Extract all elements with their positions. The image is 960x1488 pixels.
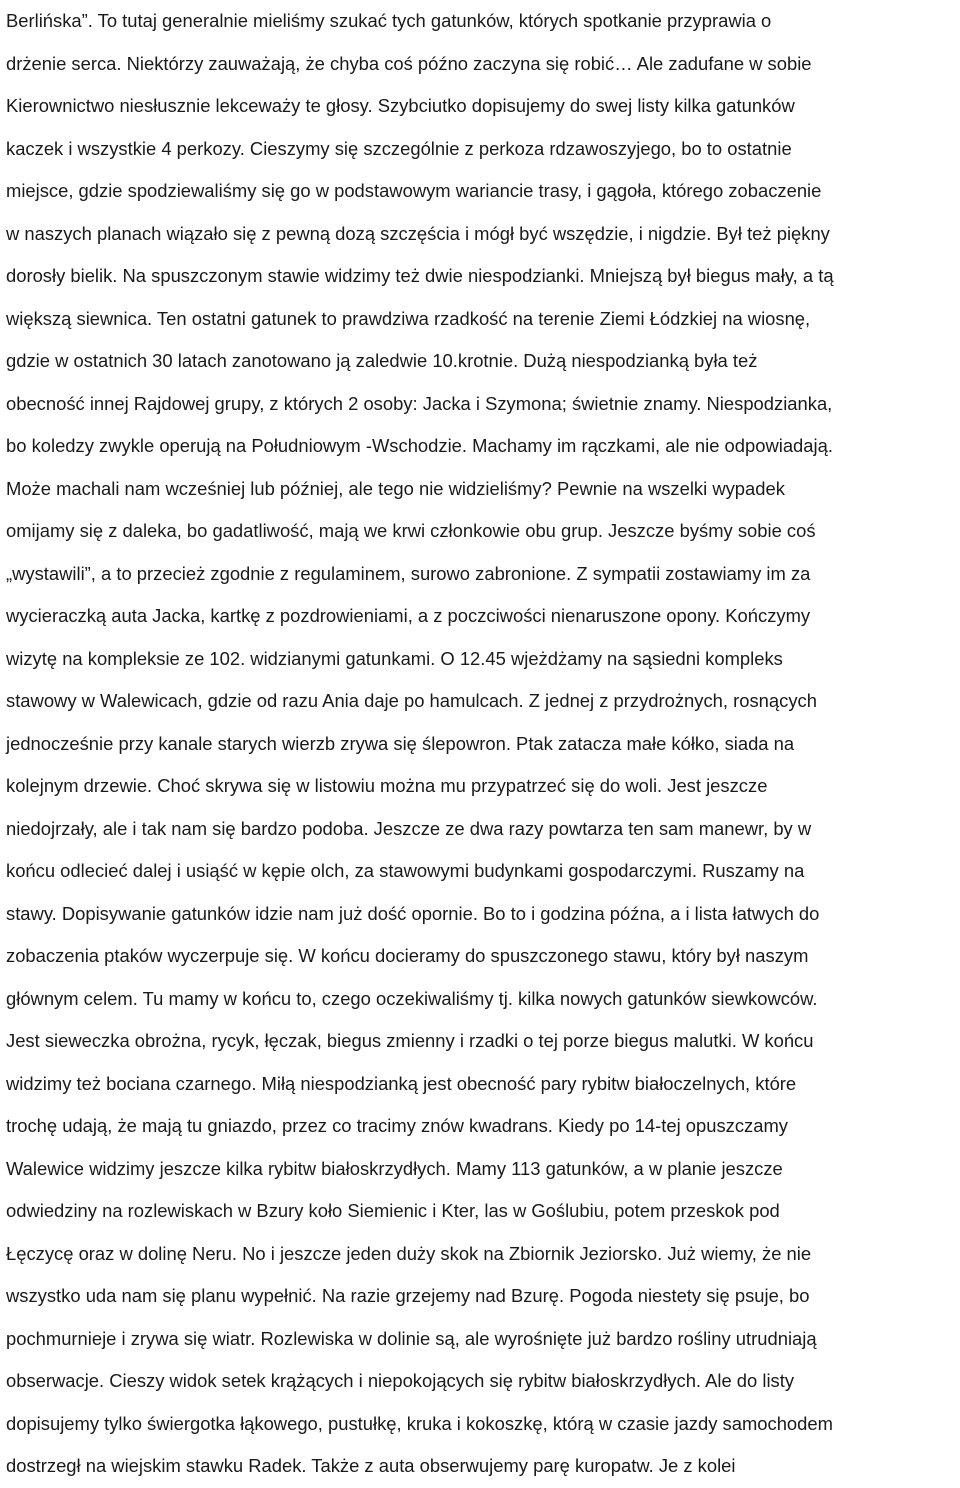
text-line: pochmurnieje i zrywa się wiatr. Rozlewiska w dolinie są, ale wyrośnięte już bardzo rośliny utrudniają [6,1327,817,1349]
text-line: Berlińska”. To tutaj generalnie mieliśmy szukać tych gatunków, których spotkanie przyprawia o [6,10,772,31]
text-line: gdzie w ostatnich 30 latach zanotowano ją zaledwie 10.krotnie. Dużą niespodzianką była też [6,350,758,371]
text-line: odwiedziny na rozlewiskach w Bzury koło Siemienic i Kter, las w Goślubiu, potem przeskok pod [6,1200,780,1221]
text-line: Kierownictwo niesłusznie lekceważy te głosy. Szybciutko dopisujemy do swej listy kilka gatunków [6,95,795,116]
text-line: głównym celem. Tu mamy w końcu to, czego oczekiwaliśmy tj. kilka nowych gatunków siewkowców. [6,987,818,1009]
text-line: „wystawili”, a to przecież zgodnie z regulaminem, surowo zabronione. Z sympatii zostawiamy im za [6,562,811,584]
text-line: obecność innej Rajdowej grupy, z których 2 osoby: Jacka i Szymona; świetnie znamy. Niespodzianka, [6,392,833,414]
text-line: w naszych planach wiązało się z pewną dozą szczęścia i mógł być wszędzie, i nigdzie. Był też piękny [6,222,830,244]
text-line: wszystko uda nam się planu wypełnić. Na razie grzejemy nad Bzurę. Pogoda niestety się psuje, bo [6,1285,810,1306]
text-line: omijamy się z daleka, bo gadatliwość, mają we krwi członkowie obu grup. Jeszcze byśmy sobie coś [6,520,816,541]
text-line: wycieraczką auta Jacka, kartkę z pozdrowieniami, a z poczciwości nienaruszone opony. Kończymy [6,605,811,626]
document-page [6,0,954,1488]
text-line: miejsce, gdzie spodziewaliśmy się go w podstawowym wariancie trasy, i gągoła, którego zobaczenie [6,180,822,201]
text-line: dorosły bielik. Na spuszczonym stawie widzimy też dwie niespodzianki. Mniejszą był biegus mały, a tą [6,265,834,286]
text-line: dopisujemy tylko świergotka łąkowego, pustułkę, kruka i kokoszkę, którą w czasie jazdy samochodem [6,1412,833,1434]
text-line: widzimy też bociana czarnego. Miłą niespodzianką jest obecność pary rybitw białoczelnych, które [6,1072,797,1094]
text-line: Walewice widzimy jeszcze kilka rybitw białoskrzydłych. Mamy 113 gatunków, a w planie jeszcze [6,1157,783,1179]
text-line: stawowy w Walewicach, gdzie od razu Ania daje po hamulcach. Z jednej z przydrożnych, rosnących [6,690,817,711]
text-line: Jest sieweczka obrożna, rycyk, łęczak, biegus zmienny i rzadki o tej porze biegus malutki. W końcu [6,1030,814,1051]
text-line: kaczek i wszystkie 4 perkozy. Cieszymy się szczególnie z perkoza rdzawoszyjego, bo to ostatnie [6,137,792,159]
text-line: zobaczenia ptaków wyczerpuje się. W końcu docieramy do spuszczonego stawu, który był naszym [6,945,809,966]
text-line: Może machali nam wcześniej lub później, ale tego nie widzieliśmy? Pewnie na wszelki wypadek [6,477,785,499]
text-line: trochę udają, że mają tu gniazdo, przez co tracimy znów kwadrans. Kiedy po 14-tej opuszczamy [6,1115,788,1136]
text-line: Łęczycę oraz w dolinę Neru. No i jeszcze jeden duży skok na Zbiornik Jeziorsko. Już wiemy, że nie [6,1242,812,1264]
text-line: większą siewnica. Ten ostatni gatunek to prawdziwa rzadkość na terenie Ziemi Łódzkiej na wiosnę, [6,307,811,329]
text-line: niedojrzały, ale i tak nam się bardzo podoba. Jeszcze ze dwa razy powtarza ten sam manewr, by w [6,817,812,839]
text-line: stawy. Dopisywanie gatunków idzie nam już dość opornie. Bo to i godzina późna, a i lista łatwych do [6,902,820,924]
text-line: jednocześnie przy kanale starych wierzb zrywa się ślepowron. Ptak zatacza małe kółko, siada na [6,732,795,754]
text-line: wizytę na kompleksie ze 102. widzianymi gatunkami. O 12.45 wjeżdżamy na sąsiedni kompleks [6,647,783,669]
text-line: dostrzegł na wiejskim stawku Radek. Także z auta obserwujemy parę kuropatw. Je z kolei [6,1455,736,1476]
text-line: końcu odlecieć dalej i usiąść w kępie olch, za stawowymi budynkami gospodarczymi. Ruszamy na [6,860,805,881]
text-line: kolejnym drzewie. Choć skrywa się w listowiu można mu przypatrzeć się do woli. Jest jeszcze [6,775,768,796]
text-line: bo koledzy zwykle operują na Południowym -Wschodzie. Machamy im rączkami, ale nie odpowiadają. [6,435,833,456]
text-line: drżenie serca. Niektórzy zauważają, że chyba coś późno zaczyna się robić… Ale zadufane w sobie [6,52,812,74]
text-line: obserwacje. Cieszy widok setek krążących i niepokojących się rybitw białoskrzydłych. Ale do listy [6,1370,795,1391]
